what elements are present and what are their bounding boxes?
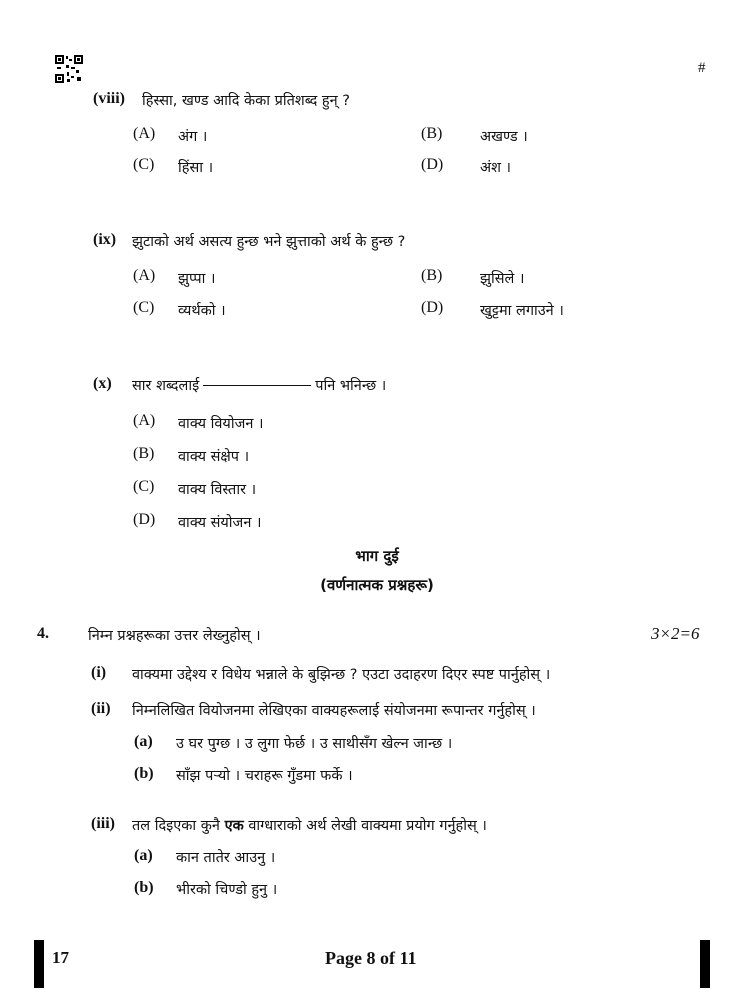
subquestion-number: (ii)	[91, 700, 111, 717]
option-text: वाक्य संक्षेप ।	[178, 449, 250, 465]
paper-code: 17	[52, 948, 69, 967]
subquestion-text	[132, 815, 487, 835]
qr-code-icon	[55, 55, 83, 83]
option-text: वाक्य संयोजन ।	[178, 515, 262, 531]
subquestion-text: निम्नलिखित वियोजनमा लेखिएका वाक्यहरूलाई संयोजनमा रूपान्तर गर्नुहोस् ।	[132, 703, 536, 719]
option-label: (C)	[133, 156, 155, 173]
option-label: (B)	[421, 125, 443, 142]
margin-bar-left	[34, 940, 44, 988]
question-text-before: सार शब्दलाई	[132, 378, 200, 394]
margin-bar-right	[700, 940, 710, 988]
question-number: (ix)	[93, 231, 117, 248]
item-text: उ घर पुग्छ । उ लुगा फेर्छ । उ साथीसँग खेल्न जान्छ ।	[176, 736, 453, 752]
option-text: अंग ।	[178, 129, 208, 145]
option-label: (B)	[421, 267, 443, 284]
section-subtitle: (वर्णनात्मक प्रश्नहरू)	[320, 576, 434, 594]
item-text: साँझ पऱ्यो । चराहरू गुँडमा फर्के ।	[176, 768, 353, 784]
option-text: वाक्य विस्तार ।	[178, 482, 257, 498]
subquestion-text-after: वाग्धाराको अर्थ लेखी वाक्यमा प्रयोग गर्नुहोस् ।	[248, 818, 487, 834]
option-label: (B)	[133, 445, 155, 462]
item-label: (b)	[134, 879, 154, 896]
subquestion-number: (i)	[91, 664, 107, 681]
item-text: कान तातेर आउनु ।	[176, 850, 276, 866]
fill-in-blank	[203, 385, 311, 386]
option-label: (C)	[133, 299, 155, 316]
option-label: (D)	[421, 299, 444, 316]
option-label: (A)	[133, 125, 156, 142]
option-label: (A)	[133, 267, 156, 284]
option-text: व्यर्थको ।	[178, 303, 226, 319]
question-number: 4.	[37, 625, 49, 642]
item-text: भीरको चिण्डो हुनु ।	[176, 882, 278, 898]
item-label: (a)	[134, 733, 153, 750]
option-label: (A)	[133, 412, 156, 429]
question-number: (viii)	[93, 90, 125, 107]
section-title: भाग दुई	[355, 547, 399, 565]
question-text	[132, 375, 386, 395]
option-text: झुप्पा ।	[178, 271, 216, 287]
option-label: (C)	[133, 478, 155, 495]
subquestion-text-before: तल दिइएका कुनै	[132, 818, 220, 834]
item-label: (a)	[134, 847, 153, 864]
hash-mark: #	[698, 60, 706, 76]
subquestion-number: (iii)	[91, 815, 115, 832]
option-text: हिंसा ।	[178, 160, 214, 176]
question-text: झुटाको अर्थ असत्य हुन्छ भने झुत्ताको अर्थ के हुन्छ ?	[132, 234, 406, 250]
question-number: (x)	[93, 375, 112, 392]
option-text: खुट्टमा लगाउने ।	[480, 303, 564, 319]
option-text: वाक्य वियोजन ।	[178, 416, 264, 432]
subquestion-text: वाक्यमा उद्देश्य र विधेय भन्नाले के बुझिन्छ ? एउटा उदाहरण दिएर स्पष्ट पार्नुहोस् ।	[132, 667, 551, 683]
marks-allocation: 3×2=6	[651, 624, 700, 643]
option-text: अंश ।	[480, 160, 512, 176]
item-label: (b)	[134, 765, 154, 782]
option-text: अखण्ड ।	[480, 129, 528, 145]
option-text: झुसिले ।	[480, 271, 525, 287]
question-text-after: पनि भनिन्छ ।	[315, 378, 387, 394]
option-label: (D)	[421, 156, 444, 173]
question-text: निम्न प्रश्नहरूका उत्तर लेख्नुहोस् ।	[88, 628, 261, 644]
page-number: Page 8 of 11	[325, 948, 417, 968]
option-label: (D)	[133, 511, 156, 528]
question-text: हिस्सा, खण्ड आदि केका प्रतिशब्द हुन् ?	[142, 93, 350, 109]
emphasis-word: एक	[224, 818, 244, 834]
